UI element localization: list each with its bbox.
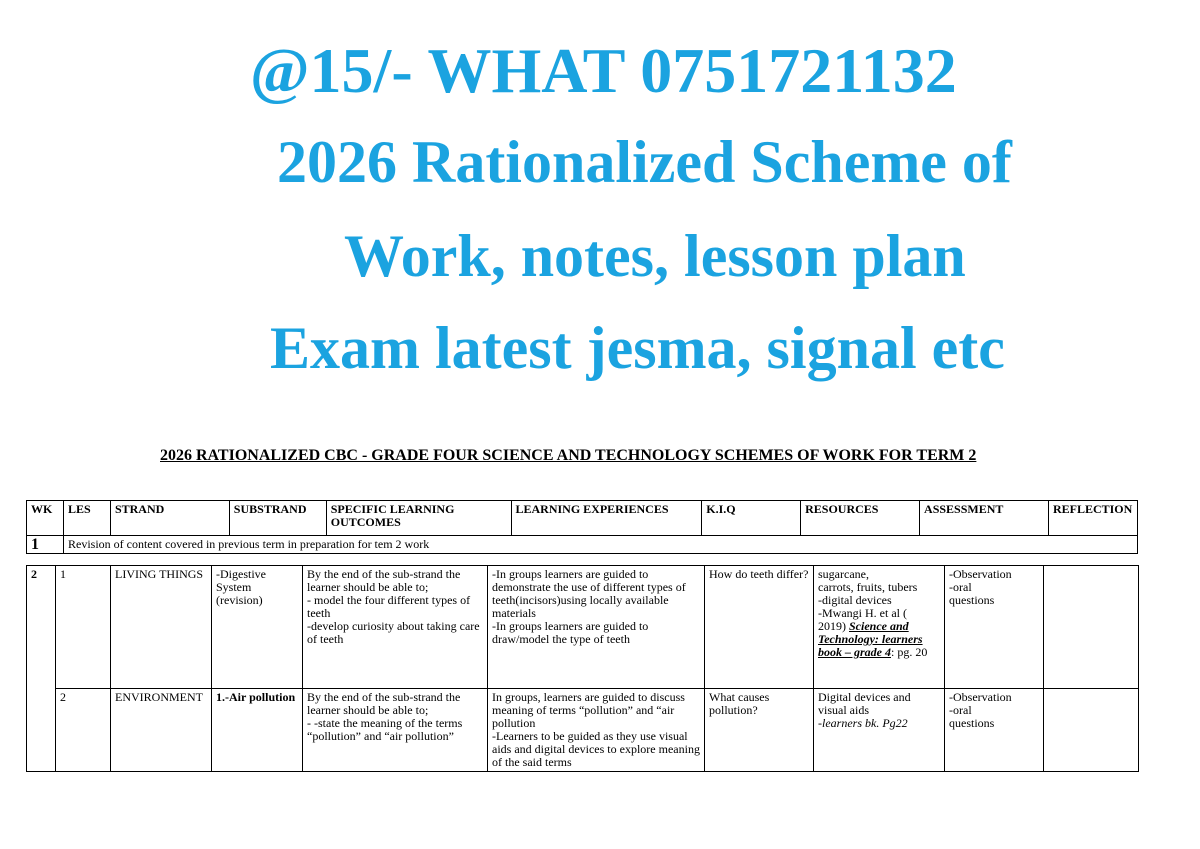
document-title: 2026 RATIONALIZED CBC - GRADE FOUR SCIENCE AND TECHNOLOGY SCHEMES OF WORK FOR TERM 2 — [160, 447, 977, 464]
resource-line: sugarcane, — [818, 568, 869, 581]
outcome-line: -develop curiosity about taking care of teeth — [307, 619, 480, 646]
header-substrand: SUBSTRAND — [229, 501, 326, 536]
resources-cell — [814, 566, 945, 689]
scheme-body-table — [26, 565, 1139, 772]
resource-line: -learners bk. Pg22 — [818, 716, 908, 730]
header-wk: WK — [27, 501, 64, 536]
outcomes-cell — [303, 689, 488, 772]
experience-line: -In groups learners are guided to draw/model the type of teeth — [492, 619, 649, 646]
assessment-cell: -Observation -oral questions — [945, 566, 1044, 689]
resource-line: -Mwangi H. et al ( — [818, 606, 907, 620]
banner-line-4: Exam latest jesma, signal etc — [270, 315, 1005, 381]
reflection-cell — [1044, 566, 1139, 689]
week-1-row — [27, 536, 1138, 554]
table-row — [27, 689, 1139, 772]
experiences-cell — [488, 689, 705, 772]
banner-line-3: Work, notes, lesson plan — [344, 223, 966, 289]
assessment-cell: -Observation -oral questions — [945, 689, 1044, 772]
header-les: LES — [63, 501, 110, 536]
header-row — [27, 501, 1138, 536]
experience-line: -In groups learners are guided to demonstrate the use of different types of teeth(incisors)using locally available materials — [492, 567, 686, 620]
strand-cell: LIVING THINGS — [111, 566, 212, 689]
resource-book-title: Science and Technology: learners book – grade 4 — [818, 619, 923, 659]
resource-line: carrots, fruits, tubers — [818, 580, 918, 594]
reflection-cell — [1044, 689, 1139, 772]
resource-line: -digital devices — [818, 593, 892, 607]
outcome-line: - -state the meaning of the terms “pollution” and “air pollution” — [307, 716, 463, 743]
resource-page: : pg. 20 — [891, 645, 928, 659]
header-strand: STRAND — [110, 501, 229, 536]
substrand-cell: -Digestive System (revision) — [212, 566, 303, 689]
resource-line: 2019) Science and Technology: learners book – grade 4: pg. 20 — [818, 619, 928, 659]
kiq-cell: How do teeth differ? — [705, 566, 814, 689]
experience-line: In groups, learners are guided to discuss meaning of terms “pollution” and “air pollution — [492, 690, 685, 730]
substrand-cell: 1.-Air pollution — [212, 689, 303, 772]
header-experiences: LEARNING EXPERIENCES — [511, 501, 702, 536]
outcomes-cell — [303, 566, 488, 689]
header-assessment: ASSESSMENT — [920, 501, 1049, 536]
lesson-number: 2 — [56, 689, 111, 772]
scheme-header-table — [26, 500, 1138, 554]
week-2-number: 2 — [27, 566, 56, 772]
resources-cell — [814, 689, 945, 772]
table-row — [27, 566, 1139, 689]
week-1-number: 1 — [27, 536, 64, 554]
banner-line-1: @15/- WHAT 0751721132 — [250, 35, 957, 106]
header-outcomes: SPECIFIC LEARNING OUTCOMES — [326, 501, 511, 536]
strand-cell: ENVIRONMENT — [111, 689, 212, 772]
resource-line: Digital devices and visual aids — [818, 690, 911, 717]
outcome-line: - model the four different types of teeth — [307, 593, 471, 620]
banner-line-2: 2026 Rationalized Scheme of — [277, 129, 1012, 195]
header-kiq: K.I.Q — [702, 501, 801, 536]
header-reflection: REFLECTION — [1048, 501, 1137, 536]
outcome-line: By the end of the sub-strand the learner should be able to; — [307, 690, 461, 717]
week-1-text: Revision of content covered in previous term in preparation for tem 2 work — [63, 536, 1137, 554]
outcome-line: By the end of the sub-strand the learner should be able to; — [307, 567, 461, 594]
experiences-cell — [488, 566, 705, 689]
lesson-number: 1 — [56, 566, 111, 689]
kiq-cell: What causes pollution? — [705, 689, 814, 772]
header-resources: RESOURCES — [801, 501, 920, 536]
experience-line: -Learners to be guided as they use visual aids and digital devices to explore meaning of the said terms — [492, 729, 700, 769]
